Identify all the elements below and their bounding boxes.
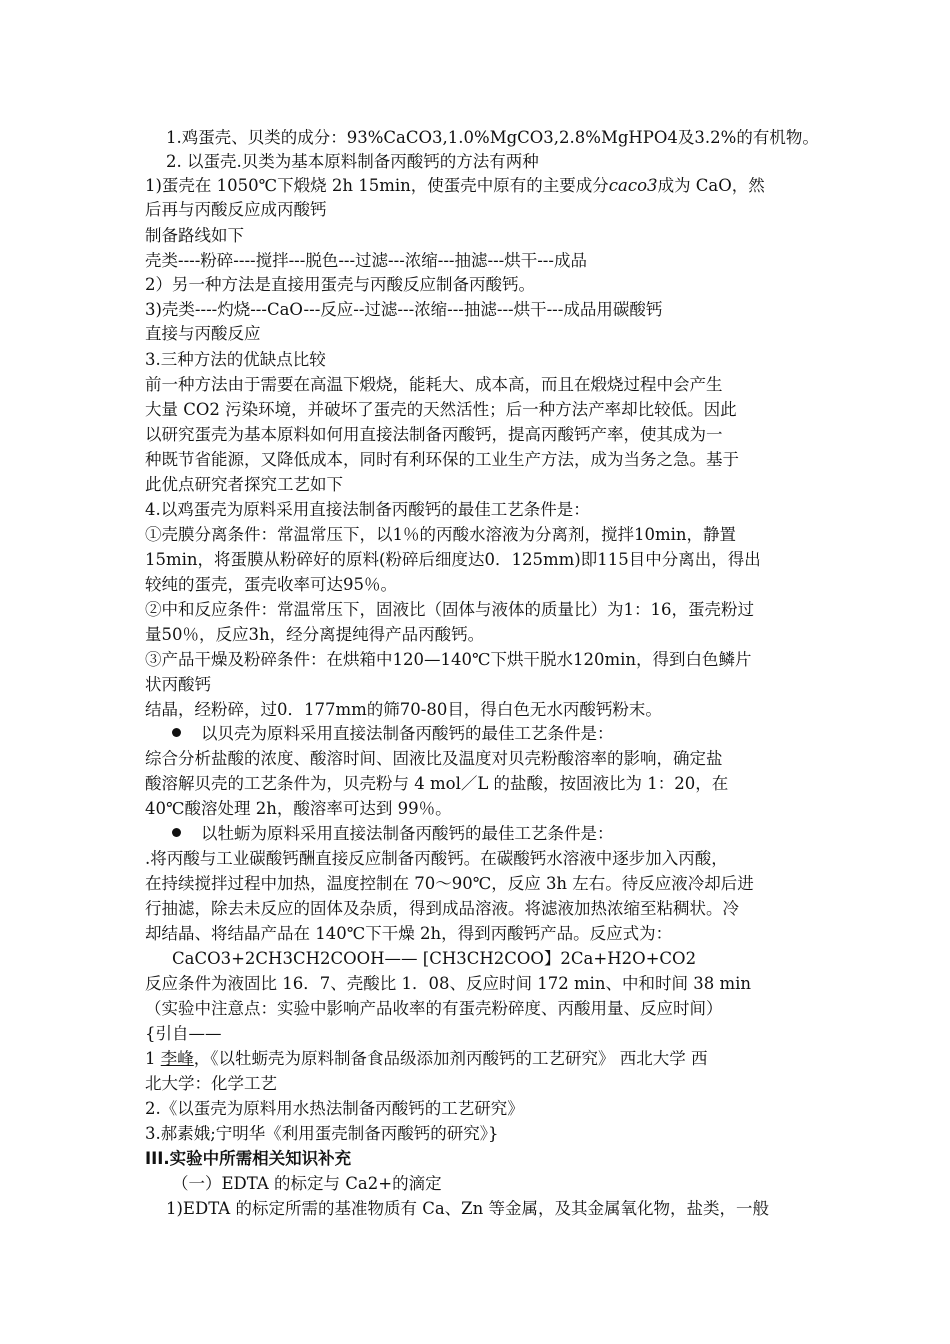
text-line: 壳类----粉碎----搅拌---脱色---过滤---浓缩---抽滤---烘干---成品 bbox=[145, 251, 587, 270]
text-line: 直接与丙酸反应 bbox=[145, 324, 261, 343]
reference-item: 1 李峰，《以牡蛎壳为原料制备食品级添加剂丙酸钙的工艺研究》 西北大学 西 bbox=[145, 1049, 708, 1068]
text-line: 3.三种方法的优缺点比较 bbox=[145, 350, 326, 369]
text-line: ③产品干燥及粉碎条件：在烘箱中120—140℃下烘干脱水120min，得到白色鳞片 bbox=[145, 650, 752, 669]
text-line: 1)EDTA 的标定所需的基准物质有 Ca、Zn 等金属，及其金属氧化物，盐类，一般 bbox=[166, 1199, 770, 1218]
bullet-icon bbox=[172, 728, 181, 737]
text-line: 2）另一种方法是直接用蛋壳与丙酸反应制备丙酸钙。 bbox=[145, 275, 535, 294]
text-line: 以研究蛋壳为基本原料如何用直接法制备丙酸钙，提高丙酸钙产率，使其成为一 bbox=[145, 425, 723, 444]
text-line: ①壳膜分离条件：常温常压下，以1％的丙酸水溶液为分离剂，搅拌10min，静置 bbox=[145, 525, 737, 544]
text-line: 种既节省能源，又降低成本，同时有利环保的工业生产方法，成为当务之急。基于 bbox=[145, 450, 739, 469]
text-line: 15min，将蛋膜从粉碎好的原料(粉碎后细度达0．125mm)即115目中分离出，得出 bbox=[145, 550, 761, 569]
subsection-heading: （一）EDTA 的标定与 Ca2+的滴定 bbox=[172, 1174, 442, 1193]
bullet-item: 以贝壳为原料采用直接法制备丙酸钙的最佳工艺条件是： bbox=[172, 722, 810, 746]
text-line: 此优点研究者探究工艺如下 bbox=[145, 475, 343, 494]
text-line: 大量 CO2 污染环境，并破坏了蛋壳的天然活性；后一种方法产率却比较低。因此 bbox=[145, 400, 737, 419]
text-line: 在持续搅拌过程中加热，温度控制在 70～90℃，反应 3h 左右。待反应液冷却后进 bbox=[145, 874, 754, 893]
bullet-icon bbox=[172, 828, 181, 837]
text-line: 量50％，反应3h，经分离提纯得产品丙酸钙。 bbox=[145, 625, 485, 644]
section-heading: III.实验中所需相关知识补充 bbox=[145, 1149, 352, 1168]
text-line: 较纯的蛋壳，蛋壳收率可达95％。 bbox=[145, 575, 397, 594]
text-line: 1.鸡蛋壳、贝类的成分：93%CaCO3,1.0%MgCO3,2.8%MgHPO4及3.2%的有机物。 bbox=[166, 128, 819, 147]
text-line: 综合分析盐酸的浓度、酸溶时间、固液比及温度对贝壳粉酸溶率的影响，确定盐 bbox=[145, 749, 723, 768]
author-link: 李峰 bbox=[160, 1049, 194, 1068]
reference-item: 2.《以蛋壳为原料用水热法制备丙酸钙的工艺研究》 bbox=[145, 1099, 524, 1118]
text-line: 2. 以蛋壳.贝类为基本原料制备丙酸钙的方法有两种 bbox=[166, 152, 539, 171]
text-line: .将丙酸与工业碳酸钙酬直接反应制备丙酸钙。在碳酸钙水溶液中逐步加入丙酸， bbox=[145, 849, 728, 868]
text-line: 4.以鸡蛋壳为原料采用直接法制备丙酸钙的最佳工艺条件是： bbox=[145, 500, 590, 519]
text-line: 状丙酸钙 bbox=[145, 675, 211, 694]
text-line: 后再与丙酸反应成丙酸钙 bbox=[145, 200, 327, 219]
text-line: 前一种方法由于需要在高温下煅烧，能耗大、成本高，而且在煅烧过程中会产生 bbox=[145, 375, 723, 394]
text-line: 结晶，经粉碎，过0．177mm的筛70-80目，得白色无水丙酸钙粉末。 bbox=[145, 700, 662, 719]
reaction-equation: CaCO3+2CH3CH2COOH—— [CH3CH2COO】2Ca+H2O+CO2 bbox=[172, 949, 697, 968]
reference-item: 3.郝素娥;宁明华《利用蛋壳制备丙酸钙的研究》} bbox=[145, 1124, 499, 1143]
text-line: {引自—— bbox=[145, 1024, 222, 1043]
text-line: 40℃酸溶处理 2h，酸溶率可达到 99％。 bbox=[145, 799, 452, 818]
text-line: 北大学：化学工艺 bbox=[145, 1074, 277, 1093]
text-line: 反应条件为液固比 16．7、壳酸比 1．08、反应时间 172 min、中和时间 38 min bbox=[145, 974, 752, 993]
text-line: 3)壳类----灼烧---CaO---反应--过滤---浓缩---抽滤---烘干---成品用碳酸钙 bbox=[145, 300, 663, 319]
text-line: 酸溶解贝壳的工艺条件为，贝壳粉与 4 mol／L 的盐酸，按固液比为 1：20，在 bbox=[145, 774, 729, 793]
text-line: 制备路线如下 bbox=[145, 226, 244, 245]
text-line: 1)蛋壳在 1050℃下煅烧 2h 15min，使蛋壳中原有的主要成分caco3成为 CaO，然 bbox=[145, 176, 765, 195]
text-line: （实验中注意点：实验中影响产品收率的有蛋壳粉碎度、丙酸用量、反应时间） bbox=[145, 999, 723, 1018]
text-line: ②中和反应条件：常温常压下，固液比（固体与液体的质量比）为1：16，蛋壳粉过 bbox=[145, 600, 754, 619]
bullet-item: 以牡蛎为原料采用直接法制备丙酸钙的最佳工艺条件是： bbox=[172, 822, 810, 846]
text-line: 行抽滤，除去未反应的固体及杂质，得到成品溶液。将滤液加热浓缩至粘稠状。冷 bbox=[145, 899, 739, 918]
text-line: 却结晶、将结晶产品在 140℃下干燥 2h，得到丙酸钙产品。反应式为： bbox=[145, 924, 673, 943]
